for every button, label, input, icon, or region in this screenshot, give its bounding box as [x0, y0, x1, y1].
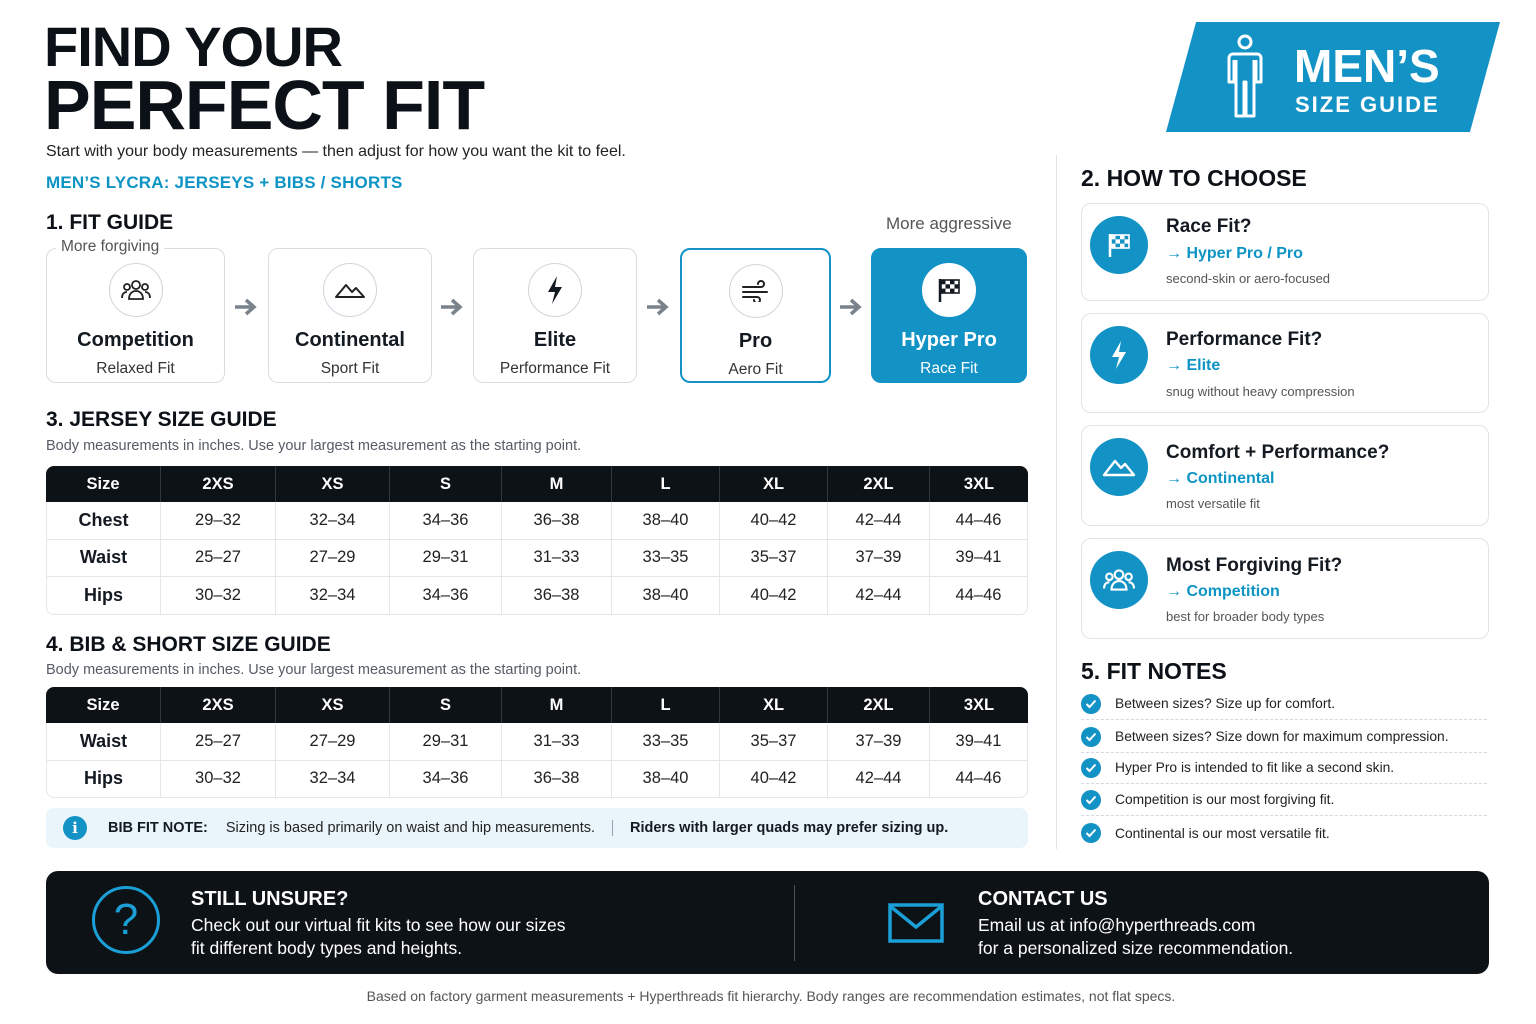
fit-note-text: Between sizes? Size down for maximum compression.: [1115, 729, 1449, 744]
list-item: [1081, 784, 1487, 816]
table-cell: 35–37: [720, 723, 828, 761]
table-cell: 40–42: [720, 502, 828, 540]
choose-question: Comfort + Performance?: [1166, 442, 1390, 463]
page-title-line1: FIND YOUR: [44, 15, 342, 78]
group-icon: [109, 263, 163, 317]
checkered-flag-icon: [922, 263, 976, 317]
table-cell: 36–38: [502, 761, 612, 799]
more-aggressive-label: More aggressive: [886, 214, 1012, 233]
fit-level-sub: Sport Fit: [320, 360, 380, 377]
divider: [794, 885, 795, 961]
column-header: 2XL: [828, 687, 930, 723]
choose-description: most versatile fit: [1166, 496, 1260, 511]
contact-us-title: CONTACT US: [978, 888, 1108, 910]
check-icon: [1081, 758, 1101, 778]
more-forgiving-label: More forgiving: [56, 238, 164, 256]
bib-size-table: [46, 687, 1028, 798]
list-item: [1081, 817, 1487, 849]
lightning-icon: [528, 263, 582, 317]
fit-card-pro[interactable]: [680, 248, 831, 383]
badge-title: MEN’S: [1294, 40, 1440, 92]
fit-level-sub: Aero Fit: [728, 361, 783, 378]
table-header-row: [46, 466, 1028, 502]
table-cell: 42–44: [828, 577, 930, 615]
table-cell: 27–29: [276, 723, 390, 761]
check-icon: [1081, 790, 1101, 810]
table-row: [46, 577, 1028, 615]
table-cell: 25–27: [161, 723, 276, 761]
still-unsure-title: STILL UNSURE?: [191, 888, 349, 910]
choose-answer-link[interactable]: → Continental: [1166, 470, 1275, 487]
contact-text-line2: for a personalized size recommendation.: [978, 938, 1294, 958]
virtual-fit-kits-text-line1[interactable]: Check out our virtual fit kits to see how our sizes: [191, 915, 566, 935]
envelope-icon: [888, 903, 944, 943]
table-cell: 44–46: [930, 502, 1028, 540]
column-header: XL: [720, 466, 828, 502]
fit-level-name: Hyper Pro: [901, 329, 997, 351]
bib-size-guide-note: Body measurements in inches. Use your largest measurement as the starting point.: [46, 662, 582, 678]
table-row: [46, 723, 1028, 761]
bib-fit-note: [46, 808, 1028, 848]
bib-fit-note-label: BIB FIT NOTE:: [108, 820, 208, 836]
question-mark-icon: ?: [92, 886, 160, 954]
fit-note-text: Between sizes? Size up for comfort.: [1115, 696, 1336, 711]
check-icon: [1081, 694, 1101, 714]
fit-notes-heading: 5. FIT NOTES: [1081, 658, 1227, 684]
fit-card-competition[interactable]: [46, 248, 225, 383]
table-cell: 39–41: [930, 540, 1028, 578]
fit-level-sub: Relaxed Fit: [96, 360, 175, 377]
bib-fit-note-text: Sizing is based primarily on waist and hip measurements.: [225, 820, 596, 836]
choose-description: snug without heavy compression: [1166, 384, 1355, 399]
fit-note-text: Competition is our most forgiving fit.: [1115, 792, 1335, 807]
page-subtitle: Start with your body measurements — then adjust for how you want the kit to feel.: [46, 143, 626, 160]
table-cell: 36–38: [502, 577, 612, 615]
page-title-line2: PERFECT FIT: [44, 66, 485, 144]
column-header: 2XL: [828, 466, 930, 502]
choose-card-most-forgiving[interactable]: [1081, 538, 1489, 639]
divider: [612, 820, 613, 836]
table-cell: 37–39: [828, 723, 930, 761]
column-header: S: [390, 466, 502, 502]
table-cell: 25–27: [161, 540, 276, 578]
arrow-right-icon: [838, 296, 864, 318]
table-cell: 42–44: [828, 502, 930, 540]
column-header: Size: [46, 466, 161, 502]
column-header: Size: [46, 687, 161, 723]
table-cell: 33–35: [612, 723, 720, 761]
choose-description: best for broader body types: [1166, 609, 1325, 624]
list-item: [1081, 752, 1487, 784]
fit-card-elite[interactable]: [473, 248, 637, 383]
fit-note-text: Hyper Pro is intended to fit like a second skin.: [1115, 760, 1395, 775]
table-cell: 30–32: [161, 577, 276, 615]
table-cell: 30–32: [161, 761, 276, 799]
column-header: L: [612, 466, 720, 502]
choose-answer-link[interactable]: → Elite: [1166, 357, 1221, 374]
choose-card-performance-fit[interactable]: [1081, 313, 1489, 413]
column-header: S: [390, 687, 502, 723]
table-cell: 44–46: [930, 577, 1028, 615]
table-cell: 35–37: [720, 540, 828, 578]
lightning-icon: [1090, 326, 1148, 384]
table-cell: 34–36: [390, 761, 502, 799]
choose-card-race-fit[interactable]: [1081, 203, 1489, 301]
fit-guide-heading: 1. FIT GUIDE: [46, 211, 174, 234]
table-cell: 32–34: [276, 577, 390, 615]
table-cell: 27–29: [276, 540, 390, 578]
jersey-size-guide-heading: 3. JERSEY SIZE GUIDE: [46, 408, 277, 431]
row-label: Hips: [46, 761, 161, 799]
jersey-size-table: [46, 466, 1028, 615]
table-cell: 42–44: [828, 761, 930, 799]
row-label: Hips: [46, 577, 161, 615]
row-label: Chest: [46, 502, 161, 540]
table-cell: 29–32: [161, 502, 276, 540]
column-header: XS: [276, 687, 390, 723]
table-cell: 31–33: [502, 723, 612, 761]
table-cell: 44–46: [930, 761, 1028, 799]
fit-card-continental[interactable]: [268, 248, 432, 383]
mountain-icon: [323, 263, 377, 317]
table-cell: 29–31: [390, 540, 502, 578]
check-icon: [1081, 823, 1101, 843]
fit-level-name: Elite: [533, 329, 577, 351]
virtual-fit-kits-text-line2: fit different body types and heights.: [191, 938, 463, 958]
table-cell: 33–35: [612, 540, 720, 578]
column-header: 2XS: [161, 687, 276, 723]
table-cell: 31–33: [502, 540, 612, 578]
table-cell: 29–31: [390, 723, 502, 761]
table-row: [46, 502, 1028, 540]
arrow-right-icon: [233, 296, 259, 318]
help-banner: [46, 871, 1489, 974]
table-cell: 32–34: [276, 761, 390, 799]
column-header: 2XS: [161, 466, 276, 502]
check-icon: [1081, 727, 1101, 747]
column-header: M: [502, 687, 612, 723]
mountain-icon: [1090, 438, 1148, 496]
list-item: [1081, 721, 1487, 753]
table-cell: 34–36: [390, 502, 502, 540]
fit-level-name: Competition: [77, 329, 194, 351]
fit-note-text: Continental is our most versatile fit.: [1115, 825, 1330, 841]
group-icon: [1090, 551, 1148, 609]
person-icon: [1224, 34, 1266, 120]
column-header: 3XL: [930, 466, 1028, 502]
footer-disclaimer: Based on factory garment measurements + Hyperthreads fit hierarchy. Body ranges are recommendation estimates, not flat specs.: [366, 988, 1176, 1004]
fit-level-name: Continental: [295, 329, 405, 351]
table-row: [46, 761, 1028, 799]
jersey-size-guide-note: Body measurements in inches. Use your largest measurement as the starting point.: [46, 438, 582, 454]
choose-question: Most Forgiving Fit?: [1166, 555, 1343, 576]
table-cell: 40–42: [720, 761, 828, 799]
choose-answer-link[interactable]: → Competition: [1166, 583, 1280, 600]
arrow-right-icon: [645, 296, 671, 318]
choose-card-comfort-performance[interactable]: [1081, 425, 1489, 526]
column-header: L: [612, 687, 720, 723]
row-label: Waist: [46, 723, 161, 761]
table-cell: 36–38: [502, 502, 612, 540]
column-header: M: [502, 466, 612, 502]
fit-card-hyper-pro[interactable]: [871, 248, 1027, 383]
fit-level-sub: Race Fit: [920, 360, 978, 377]
table-cell: 38–40: [612, 577, 720, 615]
list-item: [1081, 688, 1487, 720]
column-header: XS: [276, 466, 390, 502]
column-header: 3XL: [930, 687, 1028, 723]
choose-question: Performance Fit?: [1166, 329, 1323, 350]
how-to-choose-heading: 2. HOW TO CHOOSE: [1081, 165, 1307, 191]
badge-subtitle: SIZE GUIDE: [1295, 92, 1440, 117]
table-cell: 39–41: [930, 723, 1028, 761]
table-cell: 38–40: [612, 502, 720, 540]
checkered-flag-icon: [1090, 216, 1148, 274]
table-cell: 38–40: [612, 761, 720, 799]
bib-fit-note-emphasis: Riders with larger quads may prefer sizing up.: [630, 820, 949, 836]
column-divider: [1056, 155, 1057, 849]
table-cell: 37–39: [828, 540, 930, 578]
info-icon: i: [63, 816, 87, 840]
product-category: MEN’S LYCRA: JERSEYS + BIBS / SHORTS: [46, 173, 403, 192]
table-header-row: [46, 687, 1028, 723]
table-cell: 32–34: [276, 502, 390, 540]
arrow-right-icon: [439, 296, 465, 318]
table-row: [46, 540, 1028, 578]
choose-question: Race Fit?: [1166, 216, 1252, 237]
fit-level-name: Pro: [738, 330, 773, 352]
column-header: XL: [720, 687, 828, 723]
bib-size-guide-heading: 4. BIB & SHORT SIZE GUIDE: [46, 633, 331, 656]
choose-answer-link[interactable]: → Hyper Pro / Pro: [1166, 245, 1303, 262]
fit-level-sub: Performance Fit: [499, 360, 611, 377]
table-cell: 34–36: [390, 577, 502, 615]
row-label: Waist: [46, 540, 161, 578]
contact-email-link[interactable]: Email us at info@hyperthreads.com: [978, 915, 1256, 935]
wind-icon: [729, 264, 783, 318]
table-cell: 40–42: [720, 577, 828, 615]
choose-description: second-skin or aero-focused: [1166, 271, 1331, 286]
